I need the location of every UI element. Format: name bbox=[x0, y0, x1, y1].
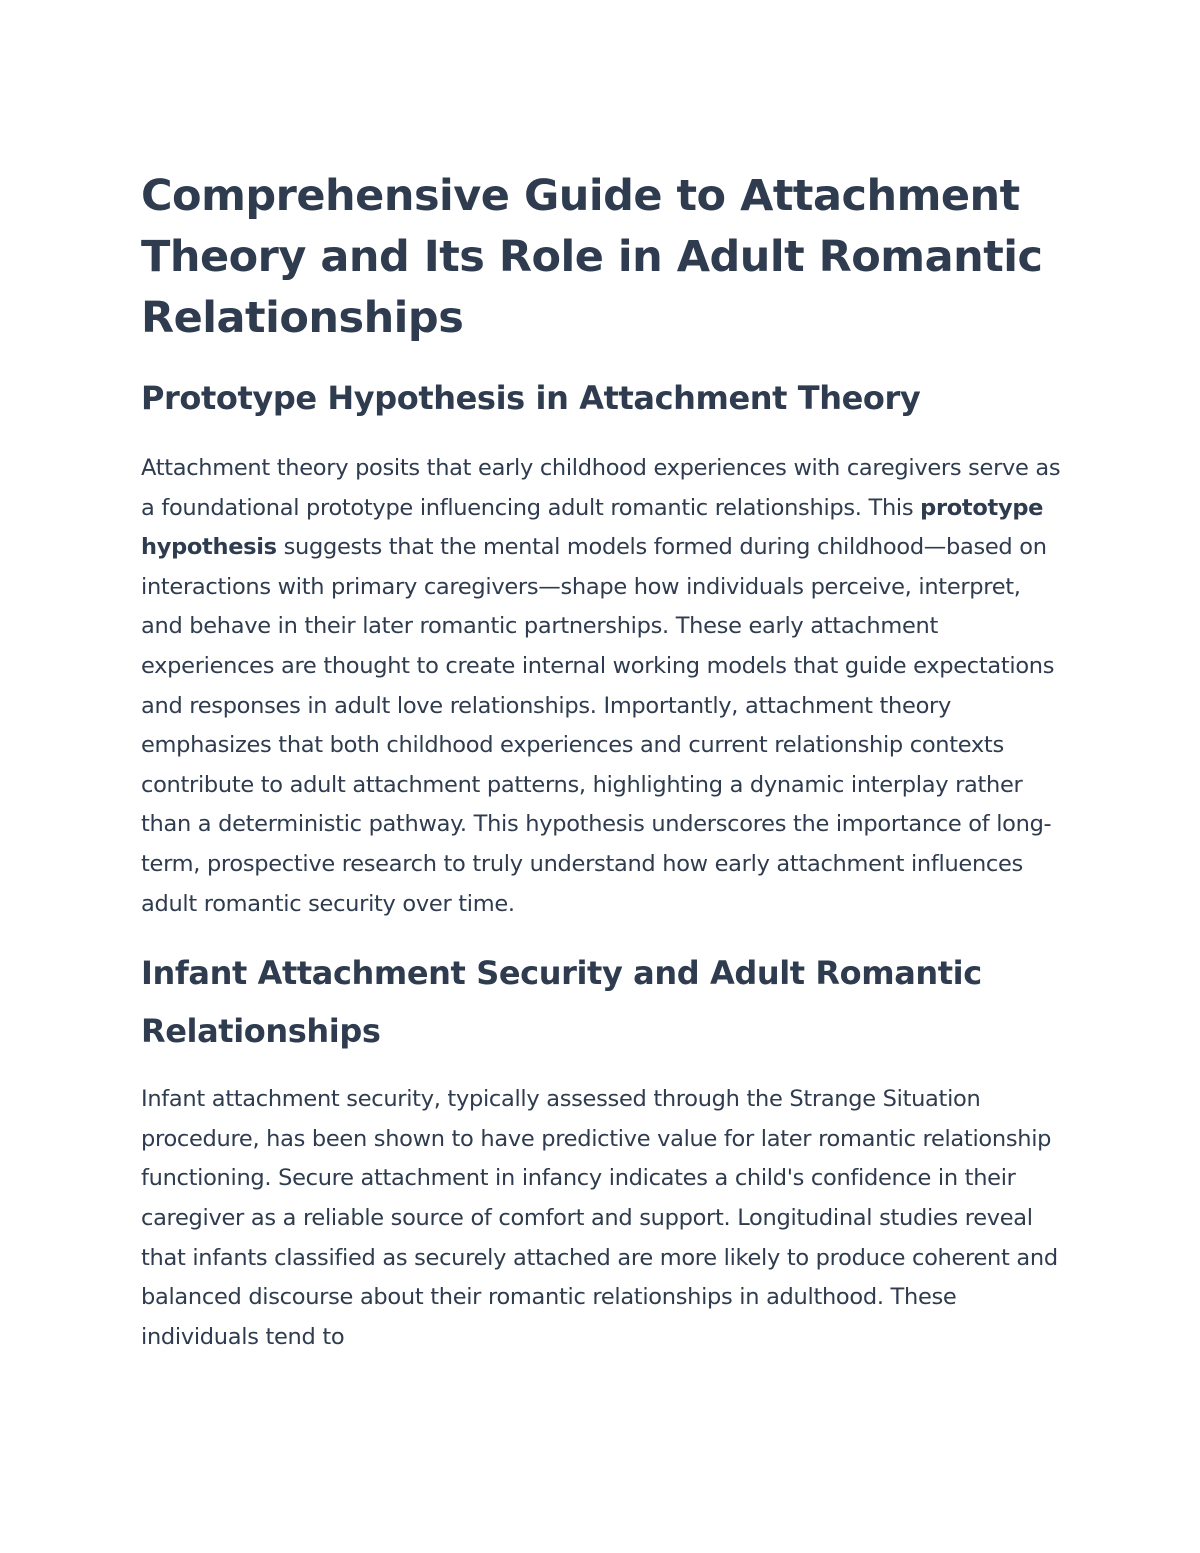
section-heading-infant-attachment: Infant Attachment Security and Adult Romantic Relationships bbox=[141, 954, 982, 1051]
page-title: Comprehensive Guide to Attachment Theory and Its Role in Adult Romantic Relationships bbox=[141, 171, 1043, 343]
section-paragraph-infant-attachment: Infant attachment security, typically assessed through the Strange Situation procedure, has been shown to have predictive value for later romantic relationship functioning. Secure attachment in infancy indicates a child's confidence in their caregiver as a reliable source of comfort and support. Longitudinal studies reveal that infants classified as securely attached are more likely to produce coherent and balanced discourse about their romantic relationships in adulthood. These individuals tend to bbox=[141, 1086, 1058, 1350]
section-heading-prototype-hypothesis: Prototype Hypothesis in Attachment Theory bbox=[141, 379, 921, 417]
paragraph-text-before-bold: Attachment theory posits that early childhood experiences with caregivers serve as a foundational prototype influencing adult romantic relationships. This bbox=[141, 455, 1061, 521]
document-page bbox=[141, 166, 1061, 1357]
section-paragraph-prototype-hypothesis bbox=[141, 449, 1061, 924]
paragraph-text-after-bold: suggests that the mental models formed during childhood—based on interactions with primary caregivers—shape how individuals perceive, interpret, and behave in their later romantic partnerships. These early attachment experiences are thought to create internal working models that guide expectations and responses in adult love relationships. Importantly, attachment theory emphasizes that both childhood experiences and current relationship contexts contribute to adult attachment patterns, highlighting a dynamic interplay rather than a deterministic pathway. This hypothesis underscores the importance of long-term, prospective research to truly understand how early attachment influences adult romantic security over time. bbox=[141, 534, 1055, 917]
bold-term-prototype-hypothesis: prototype hypothesis bbox=[141, 494, 1044, 561]
